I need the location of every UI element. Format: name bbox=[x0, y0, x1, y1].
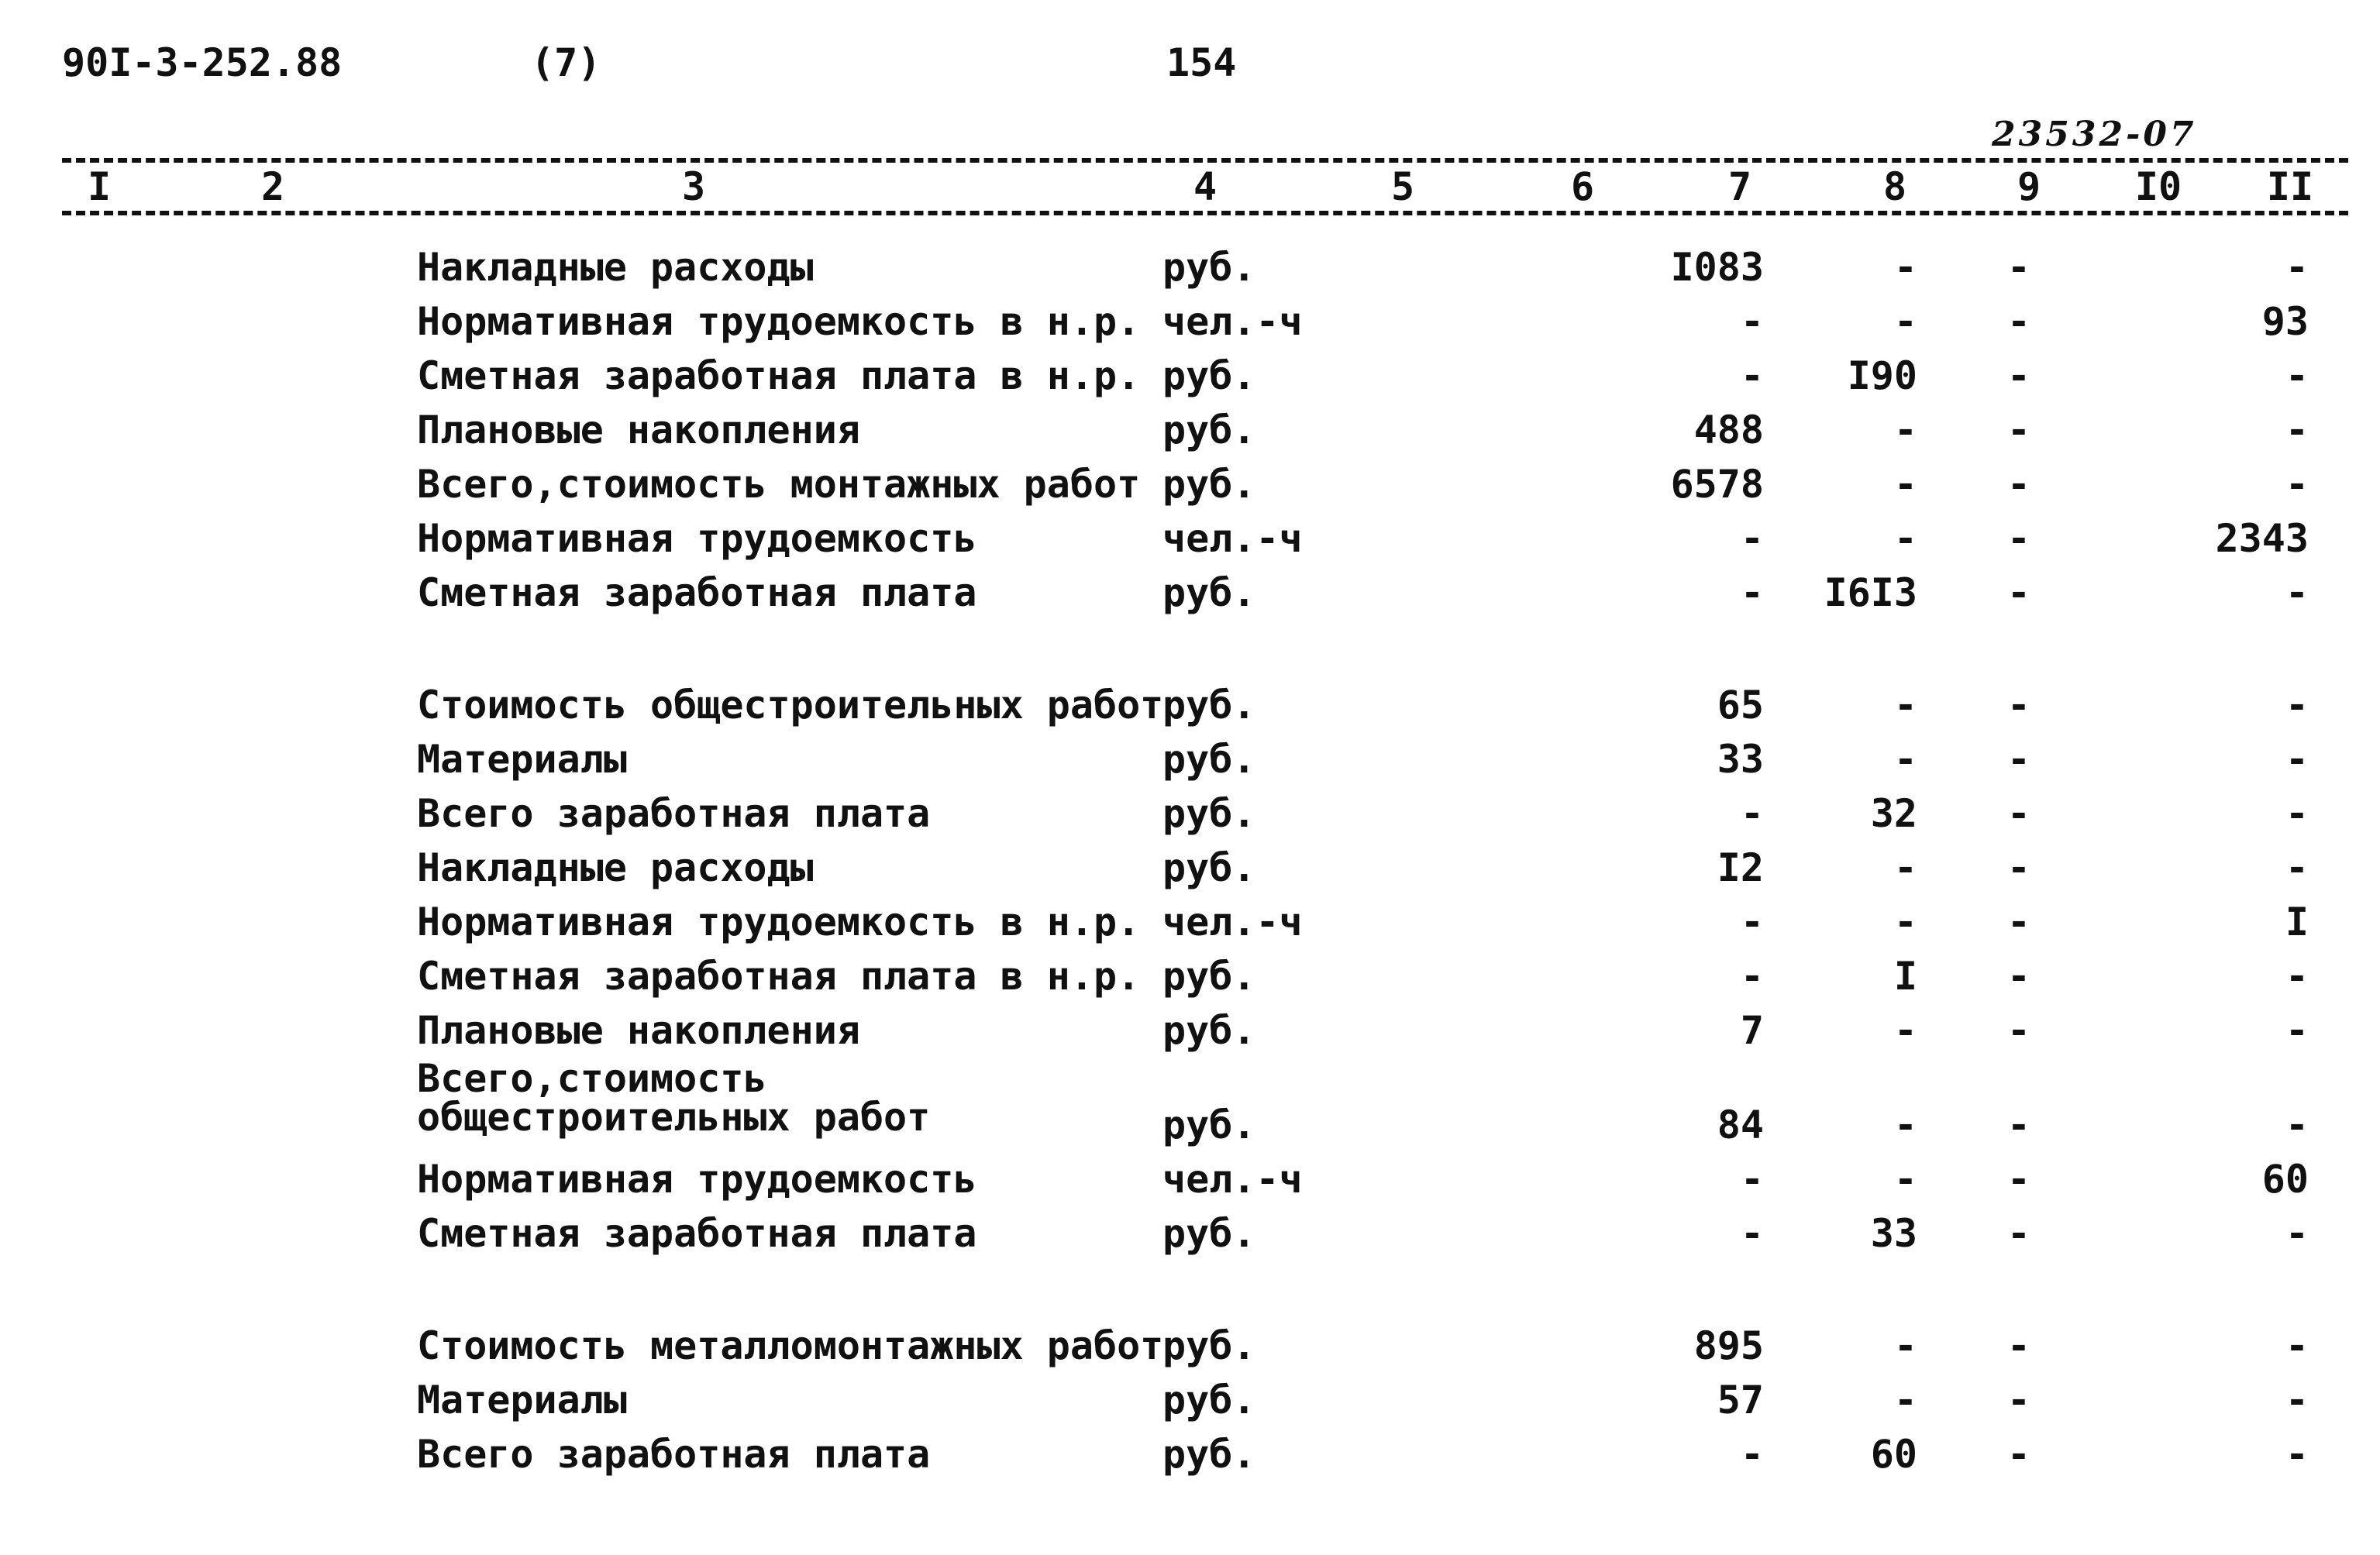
item-name: Нормативная трудоемкость bbox=[417, 1157, 977, 1202]
item-name: Плановые накопления bbox=[417, 1008, 860, 1053]
col7-value: - bbox=[1740, 299, 1764, 344]
col8-value: 60 bbox=[1870, 1432, 1917, 1477]
col7-value: - bbox=[1740, 791, 1764, 836]
col7-value: - bbox=[1740, 900, 1764, 944]
item-name: Плановые накопления bbox=[417, 408, 860, 452]
col9-value: - bbox=[2006, 1323, 2030, 1368]
item-name: Стоимость металломонтажных работ bbox=[417, 1323, 1164, 1368]
item-name: Накладные расходы bbox=[417, 845, 814, 890]
item-name: Нормативная трудоемкость в н.р. bbox=[417, 900, 1141, 944]
item-name: Материалы bbox=[417, 1378, 627, 1423]
col8-value: - bbox=[1893, 1323, 1917, 1368]
col9-value: - bbox=[2006, 683, 2030, 728]
item-unit: руб. bbox=[1162, 1432, 1256, 1477]
item-name: Материалы bbox=[417, 737, 627, 782]
col8-value: - bbox=[1893, 1157, 1917, 1202]
col9-value: - bbox=[2006, 1432, 2030, 1477]
table-row bbox=[0, 678, 2380, 732]
table-row bbox=[0, 511, 2380, 566]
column-header: 8 bbox=[1882, 164, 1907, 209]
col11-value: - bbox=[2285, 245, 2309, 290]
item-name: Нормативная трудоемкость bbox=[417, 516, 977, 561]
table-row bbox=[0, 1373, 2380, 1427]
col11-value: 60 bbox=[2261, 1157, 2309, 1202]
col8-value: - bbox=[1893, 1378, 1917, 1423]
header-bottom-rule bbox=[62, 211, 2348, 215]
item-name: Нормативная трудоемкость в н.р. bbox=[417, 299, 1141, 344]
col9-value: - bbox=[2006, 1211, 2030, 1256]
item-unit: руб. bbox=[1162, 570, 1256, 615]
col7-value: - bbox=[1740, 1157, 1764, 1202]
item-name: Сметная заработная плата в н.р. bbox=[417, 954, 1141, 999]
col9-value: - bbox=[2006, 516, 2030, 561]
col9-value: - bbox=[2006, 791, 2030, 836]
col11-value: - bbox=[2285, 845, 2309, 890]
col9-value: - bbox=[2006, 1378, 2030, 1423]
col7-value: 65 bbox=[1717, 683, 1764, 728]
item-unit: руб. bbox=[1162, 462, 1256, 507]
col8-value: - bbox=[1893, 1103, 1917, 1147]
col8-value: - bbox=[1893, 408, 1917, 452]
col11-value: - bbox=[2285, 1378, 2309, 1423]
col11-value: 93 bbox=[2261, 299, 2309, 344]
item-name: Всего,стоимость общестроительных работ bbox=[417, 1056, 931, 1140]
table-row bbox=[0, 294, 2380, 349]
item-unit: чел.-ч bbox=[1162, 516, 1303, 561]
col8-value: I6I3 bbox=[1824, 570, 1917, 615]
item-unit: руб. bbox=[1162, 1008, 1256, 1053]
table-row bbox=[0, 349, 2380, 403]
col8-value: 33 bbox=[1870, 1211, 1917, 1256]
col8-value: - bbox=[1893, 462, 1917, 507]
column-header: I0 bbox=[2134, 164, 2182, 209]
header-top-rule bbox=[62, 158, 2348, 163]
col8-value: - bbox=[1893, 900, 1917, 944]
col9-value: - bbox=[2006, 462, 2030, 507]
item-unit: руб. bbox=[1162, 791, 1256, 836]
table-row bbox=[0, 457, 2380, 511]
col9-value: - bbox=[2006, 570, 2030, 615]
col11-value: - bbox=[2285, 791, 2309, 836]
table-row bbox=[0, 1152, 2380, 1206]
column-header: II bbox=[2266, 164, 2314, 209]
col11-value: I bbox=[2285, 900, 2309, 944]
col9-value: - bbox=[2006, 900, 2030, 944]
col8-value: - bbox=[1893, 845, 1917, 890]
column-header: 2 bbox=[260, 164, 285, 209]
column-header: 4 bbox=[1193, 164, 1218, 209]
issue-number: (7) bbox=[531, 40, 601, 85]
item-unit: руб. bbox=[1162, 1211, 1256, 1256]
col7-value: 33 bbox=[1717, 737, 1764, 782]
column-header: I bbox=[87, 164, 112, 209]
col7-value: 84 bbox=[1717, 1103, 1764, 1147]
item-unit: руб. bbox=[1162, 1378, 1256, 1423]
item-name: Всего заработная плата bbox=[417, 1432, 931, 1477]
table-row bbox=[0, 1206, 2380, 1261]
table-row bbox=[0, 786, 2380, 841]
table-row bbox=[0, 566, 2380, 620]
table-row bbox=[0, 1056, 2380, 1152]
col11-value: - bbox=[2285, 954, 2309, 999]
item-name: Накладные расходы bbox=[417, 245, 814, 290]
col11-value: - bbox=[2285, 353, 2309, 398]
col7-value: I2 bbox=[1717, 845, 1764, 890]
item-unit: чел.-ч bbox=[1162, 299, 1303, 344]
col9-value: - bbox=[2006, 408, 2030, 452]
col9-value: - bbox=[2006, 1103, 2030, 1147]
item-unit: руб. bbox=[1162, 245, 1256, 290]
item-unit: руб. bbox=[1162, 683, 1256, 728]
col8-value: - bbox=[1893, 516, 1917, 561]
item-name: Всего заработная плата bbox=[417, 791, 931, 836]
col11-value: - bbox=[2285, 1103, 2309, 1147]
table-row bbox=[0, 949, 2380, 1003]
col11-value: - bbox=[2285, 683, 2309, 728]
col8-value: 32 bbox=[1870, 791, 1917, 836]
table-row bbox=[0, 240, 2380, 294]
col9-value: - bbox=[2006, 1157, 2030, 1202]
col8-value: - bbox=[1893, 1008, 1917, 1053]
col7-value: - bbox=[1740, 516, 1764, 561]
item-name: Всего,стоимость монтажных работ bbox=[417, 462, 1141, 507]
item-unit: руб. bbox=[1162, 353, 1256, 398]
col9-value: - bbox=[2006, 845, 2030, 890]
col9-value: - bbox=[2006, 954, 2030, 999]
col7-value: - bbox=[1740, 1211, 1764, 1256]
item-unit: руб. bbox=[1162, 737, 1256, 782]
col11-value: - bbox=[2285, 462, 2309, 507]
document-code: 90I-3-252.88 bbox=[62, 40, 343, 85]
col11-value: - bbox=[2285, 570, 2309, 615]
col8-value: - bbox=[1893, 737, 1917, 782]
col11-value: - bbox=[2285, 1211, 2309, 1256]
table-row bbox=[0, 1003, 2380, 1058]
column-header: 5 bbox=[1390, 164, 1415, 209]
item-name: Сметная заработная плата bbox=[417, 1211, 977, 1256]
col11-value: - bbox=[2285, 1432, 2309, 1477]
table-row bbox=[0, 895, 2380, 949]
col9-value: - bbox=[2006, 353, 2030, 398]
item-unit: руб. bbox=[1162, 954, 1256, 999]
item-name: Стоимость общестроительных работ bbox=[417, 683, 1164, 728]
col11-value: - bbox=[2285, 1008, 2309, 1053]
col7-value: 895 bbox=[1693, 1323, 1764, 1368]
col9-value: - bbox=[2006, 737, 2030, 782]
col7-value: - bbox=[1740, 954, 1764, 999]
col8-value: I90 bbox=[1847, 353, 1917, 398]
col7-value: - bbox=[1740, 1432, 1764, 1477]
col11-value: - bbox=[2285, 737, 2309, 782]
table-row bbox=[0, 403, 2380, 457]
item-name: Сметная заработная плата в н.р. bbox=[417, 353, 1141, 398]
col9-value: - bbox=[2006, 1008, 2030, 1053]
column-header: 9 bbox=[2017, 164, 2041, 209]
page-number: 154 bbox=[1166, 40, 1237, 85]
col11-value: - bbox=[2285, 1323, 2309, 1368]
table-row bbox=[0, 1319, 2380, 1373]
col9-value: - bbox=[2006, 299, 2030, 344]
item-unit: руб. bbox=[1162, 845, 1256, 890]
col11-value: - bbox=[2285, 408, 2309, 452]
col7-value: 488 bbox=[1693, 408, 1764, 452]
col7-value: - bbox=[1740, 353, 1764, 398]
col7-value: I083 bbox=[1670, 245, 1764, 290]
col7-value: - bbox=[1740, 570, 1764, 615]
item-unit: руб. bbox=[1162, 1103, 1256, 1147]
col11-value: 2343 bbox=[2215, 516, 2309, 561]
col8-value: - bbox=[1893, 299, 1917, 344]
col8-value: I bbox=[1893, 954, 1917, 999]
item-name: Сметная заработная плата bbox=[417, 570, 977, 615]
item-unit: руб. bbox=[1162, 408, 1256, 452]
table-row bbox=[0, 841, 2380, 895]
column-header: 7 bbox=[1727, 164, 1752, 209]
col7-value: 57 bbox=[1717, 1378, 1764, 1423]
col7-value: 6578 bbox=[1670, 462, 1764, 507]
col8-value: - bbox=[1893, 683, 1917, 728]
col8-value: - bbox=[1893, 245, 1917, 290]
handwritten-code: 23532-07 bbox=[1992, 115, 2197, 154]
table-row bbox=[0, 732, 2380, 786]
item-unit: чел.-ч bbox=[1162, 900, 1303, 944]
col9-value: - bbox=[2006, 245, 2030, 290]
col7-value: 7 bbox=[1740, 1008, 1764, 1053]
item-unit: чел.-ч bbox=[1162, 1157, 1303, 1202]
table-row bbox=[0, 1427, 2380, 1481]
item-unit: руб. bbox=[1162, 1323, 1256, 1368]
column-header: 6 bbox=[1570, 164, 1595, 209]
column-header: 3 bbox=[681, 164, 706, 209]
